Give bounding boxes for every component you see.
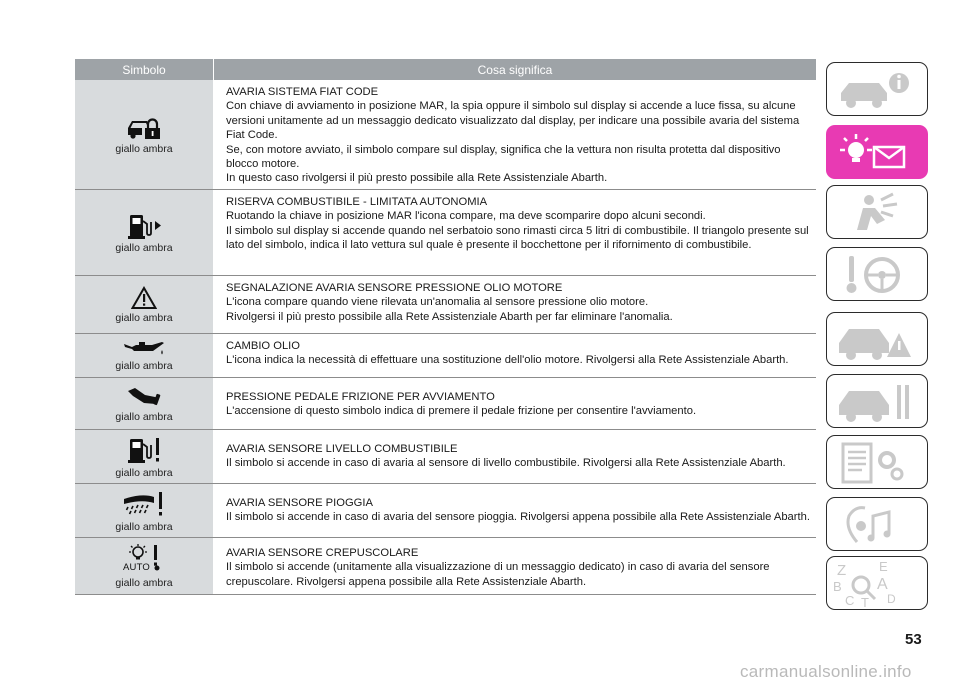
warning-lights-icon (826, 125, 928, 179)
header-symbol: Simbolo (122, 62, 166, 77)
header-meaning: Cosa significa (213, 59, 816, 80)
table-row (75, 334, 816, 378)
twilight-sensor-icon (120, 543, 168, 575)
symbol-cell (75, 276, 213, 333)
sidebar-tab-seat-airbag[interactable] (826, 185, 928, 239)
symbol-color-label: giallo ambra (115, 577, 173, 589)
meaning-text: L'accensione di questo simbolo indica di premere il pedale frizione per consentire l'avviamento. (226, 405, 697, 418)
rain-sensor-icon (122, 489, 166, 519)
key-steering-icon (827, 248, 929, 302)
fuel-level-sensor-icon (125, 435, 163, 465)
table-row (75, 378, 816, 430)
meaning-cell (213, 484, 816, 537)
symbol-cell (75, 430, 213, 483)
table-row (75, 276, 816, 334)
table-row (75, 430, 816, 484)
meaning-cell (213, 80, 816, 189)
meaning-text: Rivolgersi il più presto possibile alla Rete Assistenziale Abarth per far eliminare l'anomalia. (226, 310, 673, 323)
table-row (75, 484, 816, 538)
seat-airbag-icon (827, 186, 929, 240)
meaning-text: Il simbolo si accende (unitamente alla visualizzazione di un messaggio dedicato) in caso di avaria del sensore crepuscolare. Rivolgersi appena possibile alla Rete Assistenziale Abarth. (226, 561, 770, 588)
meaning-text: Il simbolo sul display si accende quando nel serbatoio sono rimasti circa 5 litri di combustibile. Il triangolo presente sul lato del simbolo, indica il lato vettura sul quale è presente il bocchettone per il rifornimento di combustibile. (226, 224, 809, 252)
meaning-text: Il simbolo si accende in caso di avaria del sensore pioggia. Rivolgersi appena possibile alla Rete Assistenziale Abarth. (226, 511, 810, 524)
meaning-text: In questo caso rivolgersi il più presto possibile alla Rete Assistenziale Abarth. (226, 172, 608, 185)
meaning-cell (213, 538, 816, 594)
sidebar-tab-key-steering[interactable] (826, 247, 928, 301)
table-row (75, 80, 816, 190)
multimedia-icon (827, 498, 929, 552)
meaning-text: Con chiave di avviamento in posizione MAR, la spia oppure il simbolo sul display si accende a luce fissa, su alcune versioni unitamente ad un messaggio dedicato visualizzato dal display, per indicare una possibile avaria del sistema Fiat Code. (226, 100, 800, 142)
index-letter: D (887, 592, 896, 606)
meaning-text: Ruotando la chiave in posizione MAR l'icona compare, ma deve scomparire dopo alcuni secondi. (226, 210, 706, 223)
index-letter: B (833, 579, 842, 594)
symbol-cell (75, 538, 213, 594)
table-row (75, 190, 816, 276)
symbol-color-label: giallo ambra (115, 359, 173, 372)
symbol-color-label: giallo ambra (115, 410, 173, 423)
page-number: 53 (905, 631, 922, 648)
alphabetical-index-icon (827, 557, 929, 611)
symbol-color-label: giallo ambra (115, 466, 173, 479)
sidebar-tab-car-maintenance[interactable] (826, 374, 928, 428)
index-letter: Z (837, 562, 847, 579)
car-emergency-icon (827, 313, 929, 367)
fuel-reserve-icon (124, 212, 164, 240)
index-letter: C (845, 593, 855, 608)
table-row (75, 538, 816, 595)
meaning-cell (213, 334, 816, 377)
meaning-title: AVARIA SENSORE LIVELLO COMBUSTIBILE (226, 443, 458, 455)
symbol-color-label: giallo ambra (115, 311, 173, 324)
symbol-cell (75, 484, 213, 537)
meaning-title: SEGNALAZIONE AVARIA SENSORE PRESSIONE OLIO MOTORE (226, 282, 563, 294)
auto-icon-text: AUTO (123, 562, 151, 573)
fiat-code-lock-icon (125, 115, 163, 141)
car-maintenance-icon (827, 375, 929, 429)
symbol-cell (75, 334, 213, 377)
index-letter: T (861, 595, 869, 610)
meaning-text: L'icona compare quando viene rilevata un'anomalia al sensore pressione olio motore. (226, 296, 649, 309)
symbol-cell (75, 80, 213, 189)
sidebar-tab-warning-lights[interactable] (826, 125, 928, 179)
meaning-cell (213, 378, 816, 429)
sidebar-tab-multimedia[interactable] (826, 497, 928, 551)
index-letter: A (877, 576, 888, 593)
meaning-title: PRESSIONE PEDALE FRIZIONE PER AVVIAMENTO (226, 391, 495, 403)
dot-icon (154, 565, 160, 571)
symbol-cell (75, 190, 213, 275)
meaning-text: Il simbolo si accende in caso di avaria al sensore di livello combustibile. Rivolgersi alla Rete Assistenziale Abarth. (226, 457, 786, 470)
warning-triangle-icon (131, 286, 157, 310)
symbol-color-label: giallo ambra (115, 241, 173, 254)
index-letter: E (879, 559, 888, 574)
meaning-text: Se, con motore avviato, il simbolo compare sul display, significa che la vettura non risulta protetta dal dispositivo blocco motore. (226, 143, 781, 171)
sidebar-tab-car-emergency[interactable] (826, 312, 928, 366)
table-header (75, 59, 816, 80)
car-info-icon (827, 63, 929, 117)
oil-can-icon (122, 340, 166, 358)
symbol-cell (75, 378, 213, 429)
meaning-title: RISERVA COMBUSTIBILE - LIMITATA AUTONOMIA (226, 196, 488, 208)
symbol-color-label: giallo ambra (115, 142, 173, 155)
meaning-title: AVARIA SENSORE CREPUSCOLARE (226, 547, 419, 559)
clutch-pedal-icon (125, 385, 163, 409)
sidebar-tab-technical-data[interactable] (826, 435, 928, 489)
sidebar-tab-alphabetical-index[interactable] (826, 556, 928, 610)
watermark: carmanualsonline.info (740, 662, 912, 681)
meaning-title: CAMBIO OLIO (226, 340, 300, 352)
meaning-cell (213, 190, 816, 275)
meaning-title: AVARIA SISTEMA FIAT CODE (226, 86, 379, 98)
sidebar-tab-car-info[interactable] (826, 62, 928, 116)
warning-lights-table (75, 59, 816, 595)
meaning-title: AVARIA SENSORE PIOGGIA (226, 497, 373, 509)
meaning-cell (213, 276, 816, 333)
meaning-text: L'icona indica la necessità di effettuare una sostituzione dell'olio motore. Rivolgersi alla Rete Assistenziale Abarth. (226, 354, 789, 367)
meaning-cell (213, 430, 816, 483)
technical-data-icon (827, 436, 929, 490)
symbol-color-label: giallo ambra (115, 520, 173, 533)
